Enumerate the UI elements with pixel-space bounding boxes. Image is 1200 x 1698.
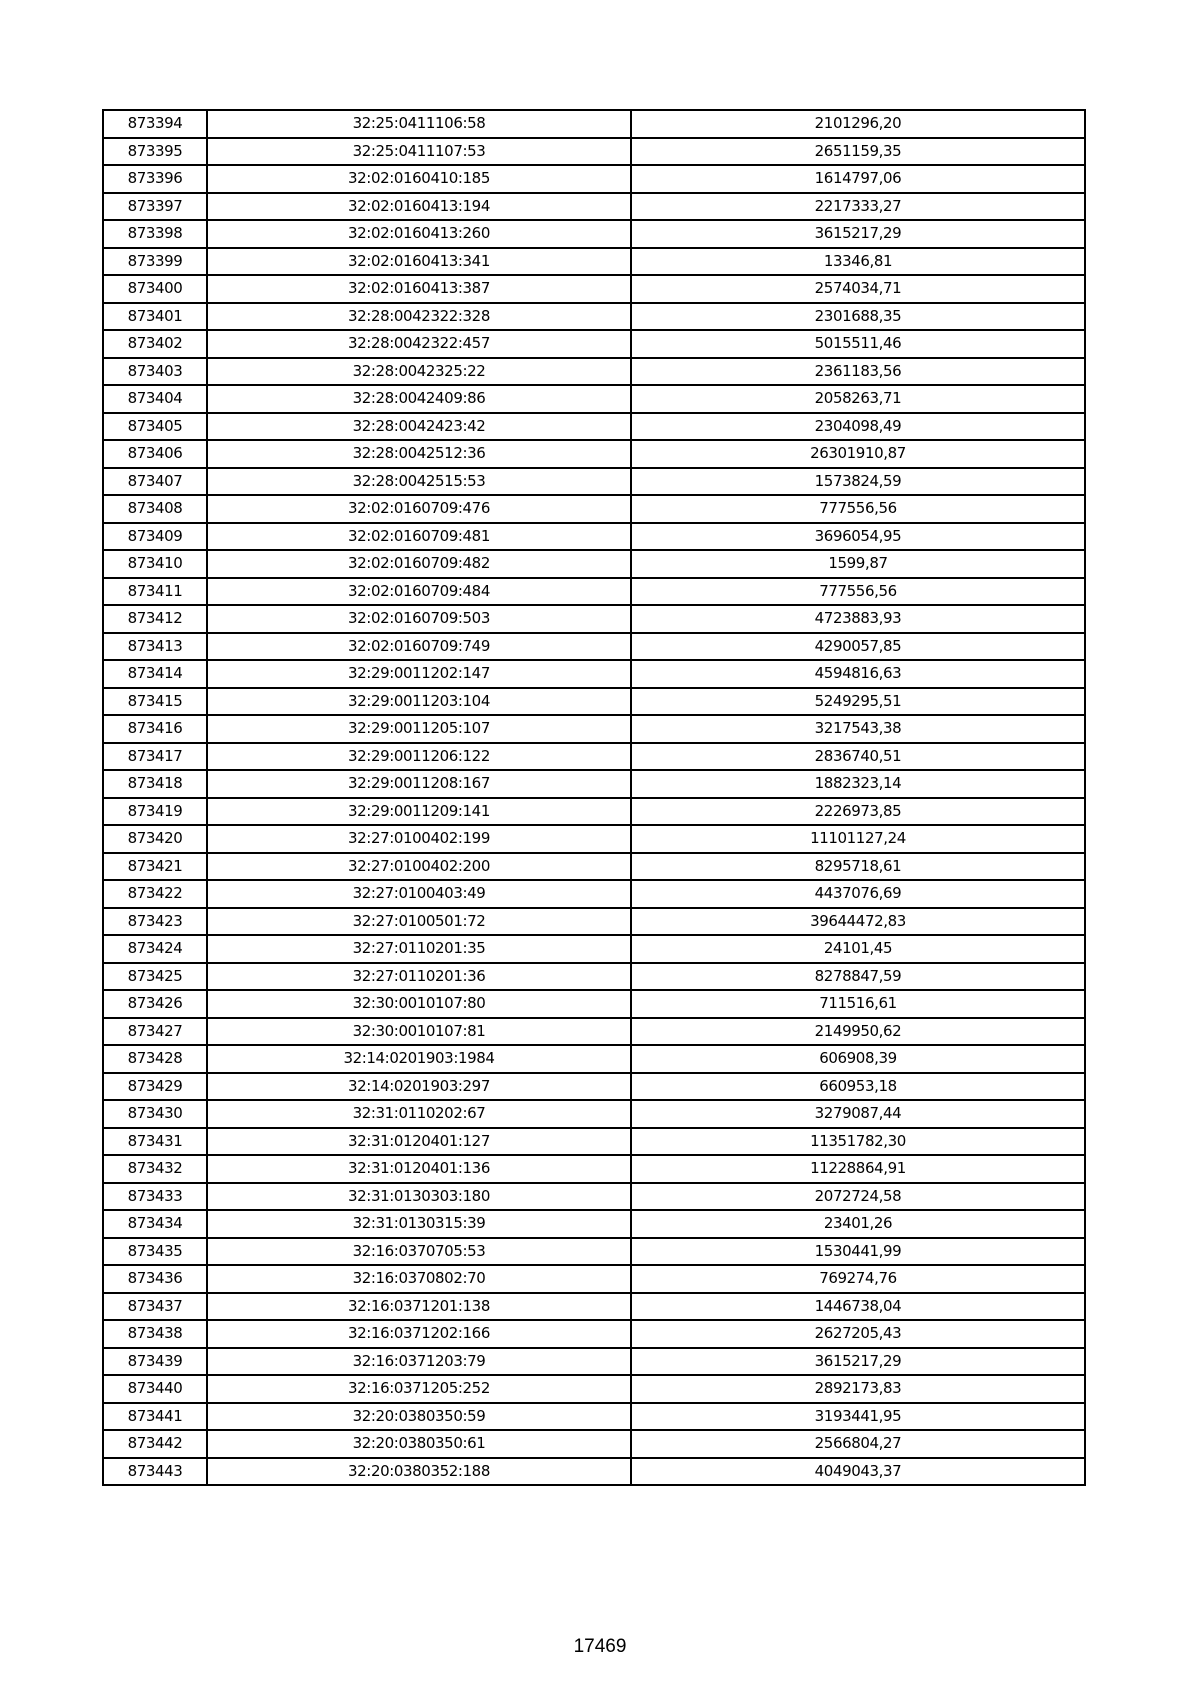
cadastral-number-cell: 32:31:0130303:180 <box>207 1183 631 1211</box>
table-row <box>103 495 1085 523</box>
row-number-cell: 873438 <box>103 1320 207 1348</box>
cadastral-value-cell: 4594816,63 <box>631 660 1085 688</box>
cadastral-value-cell: 2361183,56 <box>631 358 1085 386</box>
cadastral-number-cell: 32:16:0370705:53 <box>207 1238 631 1266</box>
row-number-cell: 873420 <box>103 825 207 853</box>
cadastral-value-cell: 2574034,71 <box>631 275 1085 303</box>
cadastral-value-cell: 606908,39 <box>631 1045 1085 1073</box>
table-row <box>103 853 1085 881</box>
table-row <box>103 660 1085 688</box>
row-number-cell: 873418 <box>103 770 207 798</box>
table-row <box>103 963 1085 991</box>
row-number-cell: 873415 <box>103 688 207 716</box>
row-number-cell: 873395 <box>103 138 207 166</box>
table-row <box>103 1320 1085 1348</box>
row-number-cell: 873429 <box>103 1073 207 1101</box>
table-row <box>103 550 1085 578</box>
row-number-cell: 873396 <box>103 165 207 193</box>
cadastral-number-cell: 32:31:0130315:39 <box>207 1210 631 1238</box>
cadastral-value-cell: 4723883,93 <box>631 605 1085 633</box>
row-number-cell: 873394 <box>103 110 207 138</box>
cadastral-number-cell: 32:30:0010107:81 <box>207 1018 631 1046</box>
cadastral-value-cell: 3279087,44 <box>631 1100 1085 1128</box>
cadastral-number-cell: 32:28:0042322:328 <box>207 303 631 331</box>
cadastral-number-cell: 32:31:0120401:136 <box>207 1155 631 1183</box>
cadastral-value-cell: 4437076,69 <box>631 880 1085 908</box>
table-row <box>103 1265 1085 1293</box>
table-row <box>103 990 1085 1018</box>
cadastral-value-cell: 5015511,46 <box>631 330 1085 358</box>
cadastral-value-cell: 777556,56 <box>631 578 1085 606</box>
table-row <box>103 578 1085 606</box>
row-number-cell: 873410 <box>103 550 207 578</box>
cadastral-number-cell: 32:02:0160709:484 <box>207 578 631 606</box>
cadastral-number-cell: 32:28:0042512:36 <box>207 440 631 468</box>
cadastral-number-cell: 32:02:0160709:476 <box>207 495 631 523</box>
cadastral-value-cell: 711516,61 <box>631 990 1085 1018</box>
cadastral-value-cell: 11351782,30 <box>631 1128 1085 1156</box>
cadastral-number-cell: 32:28:0042515:53 <box>207 468 631 496</box>
table-row <box>103 248 1085 276</box>
cadastral-value-cell: 1573824,59 <box>631 468 1085 496</box>
table-row <box>103 110 1085 138</box>
cadastral-number-cell: 32:27:0100403:49 <box>207 880 631 908</box>
cadastral-number-cell: 32:14:0201903:297 <box>207 1073 631 1101</box>
cadastral-number-cell: 32:25:0411107:53 <box>207 138 631 166</box>
row-number-cell: 873412 <box>103 605 207 633</box>
table-row <box>103 1045 1085 1073</box>
cadastral-value-cell: 1882323,14 <box>631 770 1085 798</box>
cadastral-value-cell: 2072724,58 <box>631 1183 1085 1211</box>
row-number-cell: 873401 <box>103 303 207 331</box>
cadastral-number-cell: 32:20:0380350:59 <box>207 1403 631 1431</box>
table-row <box>103 1073 1085 1101</box>
cadastral-value-cell: 23401,26 <box>631 1210 1085 1238</box>
table-row <box>103 798 1085 826</box>
table-row <box>103 193 1085 221</box>
row-number-cell: 873405 <box>103 413 207 441</box>
cadastral-number-cell: 32:16:0371205:252 <box>207 1375 631 1403</box>
table-row <box>103 385 1085 413</box>
table-row <box>103 688 1085 716</box>
cadastral-number-cell: 32:28:0042325:22 <box>207 358 631 386</box>
cadastral-value-cell: 3696054,95 <box>631 523 1085 551</box>
row-number-cell: 873439 <box>103 1348 207 1376</box>
table-row <box>103 1458 1085 1486</box>
cadastral-number-cell: 32:02:0160413:341 <box>207 248 631 276</box>
table-row <box>103 220 1085 248</box>
row-number-cell: 873413 <box>103 633 207 661</box>
table-row <box>103 303 1085 331</box>
table-row <box>103 440 1085 468</box>
row-number-cell: 873427 <box>103 1018 207 1046</box>
row-number-cell: 873433 <box>103 1183 207 1211</box>
cadastral-value-cell: 5249295,51 <box>631 688 1085 716</box>
cadastral-value-cell: 2101296,20 <box>631 110 1085 138</box>
page-number: 17469 <box>573 1636 627 1657</box>
cadastral-number-cell: 32:28:0042322:457 <box>207 330 631 358</box>
row-number-cell: 873435 <box>103 1238 207 1266</box>
row-number-cell: 873434 <box>103 1210 207 1238</box>
table-row <box>103 468 1085 496</box>
cadastral-value-cell: 1446738,04 <box>631 1293 1085 1321</box>
table-body <box>103 110 1085 1485</box>
table-row <box>103 1128 1085 1156</box>
cadastral-value-cell: 39644472,83 <box>631 908 1085 936</box>
cadastral-value-cell: 2226973,85 <box>631 798 1085 826</box>
cadastral-value-cell: 1530441,99 <box>631 1238 1085 1266</box>
cadastral-value-cell: 1599,87 <box>631 550 1085 578</box>
cadastral-value-cell: 1614797,06 <box>631 165 1085 193</box>
cadastral-value-cell: 11101127,24 <box>631 825 1085 853</box>
table-row <box>103 935 1085 963</box>
row-number-cell: 873411 <box>103 578 207 606</box>
row-number-cell: 873425 <box>103 963 207 991</box>
table-row <box>103 1238 1085 1266</box>
cadastral-value-cell: 2149950,62 <box>631 1018 1085 1046</box>
row-number-cell: 873408 <box>103 495 207 523</box>
cadastral-number-cell: 32:28:0042409:86 <box>207 385 631 413</box>
table-row <box>103 138 1085 166</box>
row-number-cell: 873417 <box>103 743 207 771</box>
cadastral-value-cell: 2217333,27 <box>631 193 1085 221</box>
cadastral-number-cell: 32:29:0011208:167 <box>207 770 631 798</box>
cadastral-value-cell: 24101,45 <box>631 935 1085 963</box>
cadastral-value-cell: 2566804,27 <box>631 1430 1085 1458</box>
row-number-cell: 873407 <box>103 468 207 496</box>
table-row <box>103 1210 1085 1238</box>
row-number-cell: 873440 <box>103 1375 207 1403</box>
cadastral-number-cell: 32:31:0120401:127 <box>207 1128 631 1156</box>
cadastral-value-cell: 3193441,95 <box>631 1403 1085 1431</box>
table-row <box>103 413 1085 441</box>
cadastral-number-cell: 32:28:0042423:42 <box>207 413 631 441</box>
cadastral-value-cell: 3217543,38 <box>631 715 1085 743</box>
cadastral-number-cell: 32:27:0110201:36 <box>207 963 631 991</box>
cadastral-number-cell: 32:31:0110202:67 <box>207 1100 631 1128</box>
cadastral-number-cell: 32:02:0160410:185 <box>207 165 631 193</box>
row-number-cell: 873437 <box>103 1293 207 1321</box>
cadastral-value-cell: 8278847,59 <box>631 963 1085 991</box>
table-row <box>103 715 1085 743</box>
table-row <box>103 1348 1085 1376</box>
row-number-cell: 873403 <box>103 358 207 386</box>
cadastral-number-cell: 32:27:0100501:72 <box>207 908 631 936</box>
cadastral-number-cell: 32:02:0160413:194 <box>207 193 631 221</box>
cadastral-number-cell: 32:20:0380350:61 <box>207 1430 631 1458</box>
cadastral-number-cell: 32:30:0010107:80 <box>207 990 631 1018</box>
row-number-cell: 873409 <box>103 523 207 551</box>
cadastral-number-cell: 32:29:0011205:107 <box>207 715 631 743</box>
table-row <box>103 1293 1085 1321</box>
cadastral-number-cell: 32:29:0011202:147 <box>207 660 631 688</box>
table-row <box>103 1100 1085 1128</box>
table-row <box>103 1375 1085 1403</box>
cadastral-number-cell: 32:16:0371203:79 <box>207 1348 631 1376</box>
cadastral-value-cell: 4290057,85 <box>631 633 1085 661</box>
cadastral-number-cell: 32:27:0100402:199 <box>207 825 631 853</box>
table-row <box>103 165 1085 193</box>
row-number-cell: 873432 <box>103 1155 207 1183</box>
row-number-cell: 873426 <box>103 990 207 1018</box>
cadastral-value-cell: 3615217,29 <box>631 1348 1085 1376</box>
row-number-cell: 873406 <box>103 440 207 468</box>
cadastral-value-cell: 13346,81 <box>631 248 1085 276</box>
table-row <box>103 633 1085 661</box>
row-number-cell: 873398 <box>103 220 207 248</box>
cadastral-number-cell: 32:29:0011203:104 <box>207 688 631 716</box>
cadastral-value-cell: 2301688,35 <box>631 303 1085 331</box>
cadastral-value-cell: 777556,56 <box>631 495 1085 523</box>
row-number-cell: 873421 <box>103 853 207 881</box>
table-row <box>103 1018 1085 1046</box>
cadastral-value-cell: 2892173,83 <box>631 1375 1085 1403</box>
row-number-cell: 873424 <box>103 935 207 963</box>
row-number-cell: 873428 <box>103 1045 207 1073</box>
cadastral-number-cell: 32:02:0160709:482 <box>207 550 631 578</box>
cadastral-number-cell: 32:29:0011209:141 <box>207 798 631 826</box>
table-row <box>103 908 1085 936</box>
table-row <box>103 275 1085 303</box>
cadastral-number-cell: 32:14:0201903:1984 <box>207 1045 631 1073</box>
cadastral-value-table <box>102 109 1086 1486</box>
cadastral-value-cell: 11228864,91 <box>631 1155 1085 1183</box>
row-number-cell: 873416 <box>103 715 207 743</box>
cadastral-number-cell: 32:27:0110201:35 <box>207 935 631 963</box>
table-row <box>103 880 1085 908</box>
table-row <box>103 358 1085 386</box>
cadastral-value-cell: 2627205,43 <box>631 1320 1085 1348</box>
cadastral-number-cell: 32:02:0160709:749 <box>207 633 631 661</box>
cadastral-number-cell: 32:02:0160709:503 <box>207 605 631 633</box>
row-number-cell: 873399 <box>103 248 207 276</box>
cadastral-value-cell: 769274,76 <box>631 1265 1085 1293</box>
row-number-cell: 873430 <box>103 1100 207 1128</box>
table-row <box>103 523 1085 551</box>
cadastral-value-cell: 2058263,71 <box>631 385 1085 413</box>
cadastral-number-cell: 32:27:0100402:200 <box>207 853 631 881</box>
cadastral-value-cell: 2304098,49 <box>631 413 1085 441</box>
row-number-cell: 873436 <box>103 1265 207 1293</box>
cadastral-number-cell: 32:02:0160413:387 <box>207 275 631 303</box>
table-row <box>103 743 1085 771</box>
table-row <box>103 770 1085 798</box>
row-number-cell: 873441 <box>103 1403 207 1431</box>
cadastral-number-cell: 32:20:0380352:188 <box>207 1458 631 1486</box>
cadastral-number-cell: 32:02:0160709:481 <box>207 523 631 551</box>
row-number-cell: 873400 <box>103 275 207 303</box>
row-number-cell: 873404 <box>103 385 207 413</box>
cadastral-number-cell: 32:29:0011206:122 <box>207 743 631 771</box>
cadastral-value-cell: 8295718,61 <box>631 853 1085 881</box>
row-number-cell: 873422 <box>103 880 207 908</box>
row-number-cell: 873442 <box>103 1430 207 1458</box>
cadastral-value-cell: 660953,18 <box>631 1073 1085 1101</box>
cadastral-number-cell: 32:25:0411106:58 <box>207 110 631 138</box>
table-row <box>103 1183 1085 1211</box>
cadastral-number-cell: 32:02:0160413:260 <box>207 220 631 248</box>
row-number-cell: 873402 <box>103 330 207 358</box>
cadastral-value-cell: 3615217,29 <box>631 220 1085 248</box>
cadastral-value-cell: 2651159,35 <box>631 138 1085 166</box>
row-number-cell: 873419 <box>103 798 207 826</box>
table-row <box>103 1155 1085 1183</box>
table-row <box>103 1403 1085 1431</box>
row-number-cell: 873431 <box>103 1128 207 1156</box>
row-number-cell: 873443 <box>103 1458 207 1486</box>
table-row <box>103 1430 1085 1458</box>
row-number-cell: 873414 <box>103 660 207 688</box>
cadastral-number-cell: 32:16:0371202:166 <box>207 1320 631 1348</box>
cadastral-value-cell: 2836740,51 <box>631 743 1085 771</box>
row-number-cell: 873423 <box>103 908 207 936</box>
table-row <box>103 825 1085 853</box>
cadastral-value-cell: 26301910,87 <box>631 440 1085 468</box>
cadastral-value-cell: 4049043,37 <box>631 1458 1085 1486</box>
cadastral-number-cell: 32:16:0371201:138 <box>207 1293 631 1321</box>
cadastral-number-cell: 32:16:0370802:70 <box>207 1265 631 1293</box>
row-number-cell: 873397 <box>103 193 207 221</box>
table-row <box>103 605 1085 633</box>
table-row <box>103 330 1085 358</box>
